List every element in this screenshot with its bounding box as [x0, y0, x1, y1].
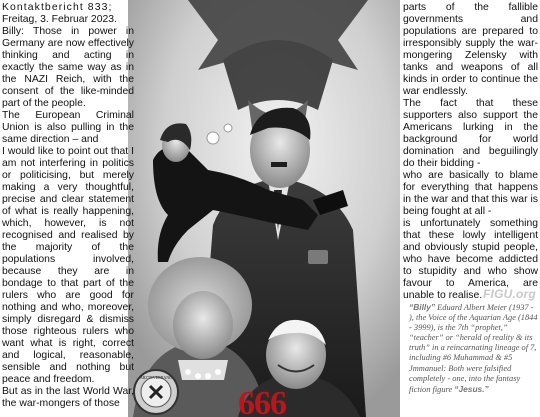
left-paragraph-3: I would like to point out that I am not interfering in politics or politicising, but merely making a very thoughtful, precise and clear statement of what is really happening, which, however, is not recognised and realised by the majority of the populations involved, because they are in bondage to that part of the rulers who are good for nothing and who, moreover, simply disregard & dismiss those righteous rulers who want what is right, correct and logical, reasonable, sensible and nothing but peace and freedom.	[2, 146, 134, 385]
right-paragraph-3: who are basically to blame for everything that happens in the war and that this war is being fought at all -	[403, 170, 538, 217]
figu-logo[interactable]: FIGU.org	[483, 287, 536, 301]
footnote	[409, 302, 539, 395]
right-paragraph-1: parts of the fallible governments and populations are prepared to irresponsibly supply the war-mongering Zelensky with tanks and weapons of all kinds in order to continue the war endlessly.	[403, 2, 538, 97]
footnote-name: “Billy”	[409, 302, 436, 312]
footnote-text: Eduard Albert Meier (1937 - ), the Voice of the Aquarian Age (1844 - 3999), is the 7th “prophet,” “teacher” or “herald of reality & its truth” in a reincarnating lineage of 7, including #6 Muhammad & #5 Jmmanuel: Both were falsified completely - one, into the fantasy fiction figure	[409, 303, 538, 394]
right-paragraph-4: is unfortunately something that these lowly intelligent and obviously stupid people, who have become addicted to stupidity and who show favour to America, are unable to realise.	[403, 218, 538, 301]
left-paragraph-4: But as in the last World War, the war-mongers of those	[2, 386, 134, 409]
report-date: Freitag, 3. Februar 2023.	[2, 14, 117, 25]
right-paragraph-2: The fact that these supporters also support the Americans lurking in the background for world domination and beguilingly do their bidding -	[403, 98, 538, 169]
report-title: Kontaktbericht 833;	[2, 2, 113, 13]
footnote-jesus: “Jesus.”	[454, 383, 489, 394]
red-numbers: 666	[238, 385, 286, 417]
photo-collage	[128, 0, 400, 417]
round-emblem	[134, 370, 178, 414]
right-text-column	[403, 2, 538, 302]
left-paragraph-1: Billy: Those in power in Germany are now effectively thinking and acting in exactly the same way as in the NAZI Reich, with the consent of the like-minded part of the people.	[2, 26, 134, 109]
collage-illustration	[128, 0, 400, 417]
emblem-text: ÄRZTEVERBAND	[139, 375, 173, 380]
left-text-column	[2, 2, 134, 410]
left-paragraph-2: The European Criminal Union is also pulling in the same direction – and	[2, 110, 134, 145]
